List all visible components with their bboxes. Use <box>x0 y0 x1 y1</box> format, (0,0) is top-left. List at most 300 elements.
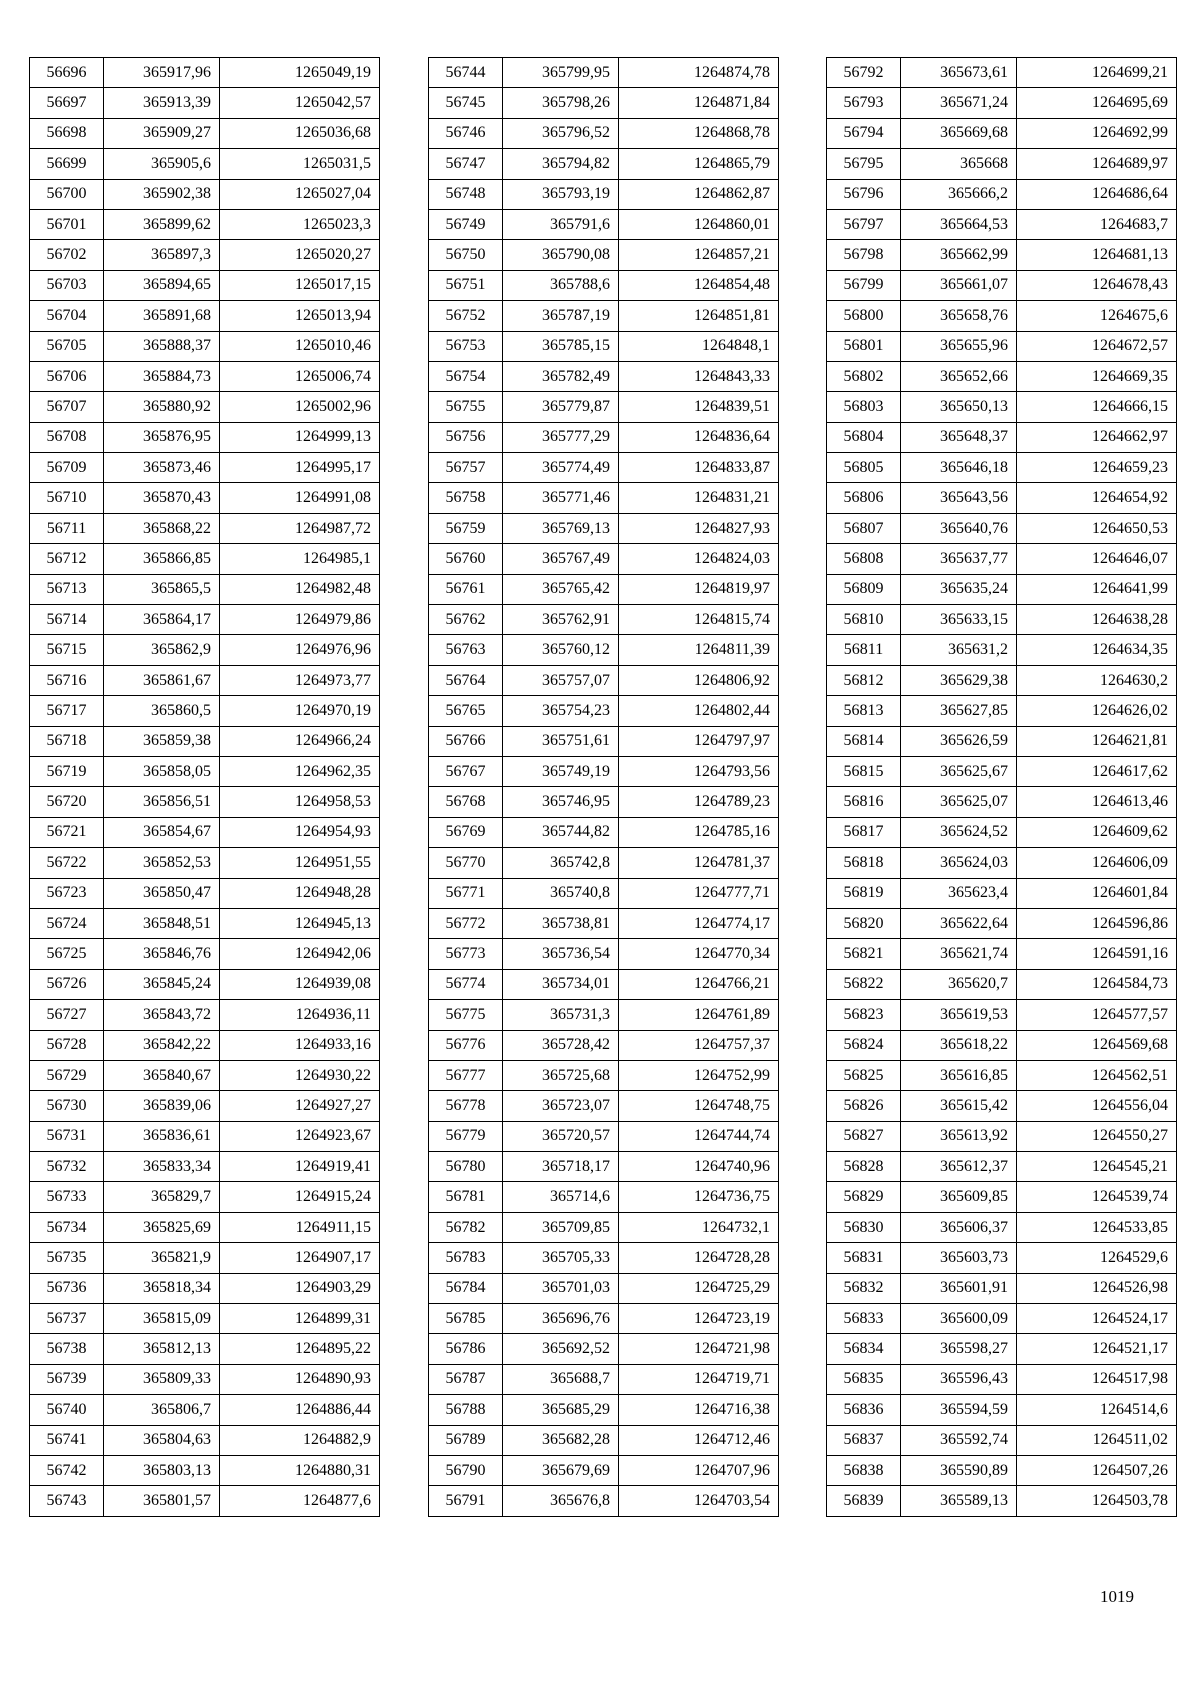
y-coordinate-cell: 1264833,87 <box>619 453 779 483</box>
y-coordinate-cell: 1264793,56 <box>619 756 779 786</box>
point-number-cell: 56757 <box>429 453 503 483</box>
x-coordinate-cell: 365794,82 <box>503 149 619 179</box>
x-coordinate-cell: 365839,06 <box>104 1091 220 1121</box>
y-coordinate-cell: 1264919,41 <box>220 1152 380 1182</box>
table-row <box>827 1060 1177 1090</box>
point-number-cell: 56737 <box>30 1304 104 1334</box>
y-coordinate-cell: 1264606,09 <box>1017 848 1177 878</box>
table-row <box>30 1364 380 1394</box>
y-coordinate-cell: 1264880,31 <box>220 1455 380 1485</box>
y-coordinate-cell: 1264634,35 <box>1017 635 1177 665</box>
y-coordinate-cell: 1264609,62 <box>1017 817 1177 847</box>
y-coordinate-cell: 1264785,16 <box>619 817 779 847</box>
x-coordinate-cell: 365788,6 <box>503 270 619 300</box>
table-row <box>30 1091 380 1121</box>
table-row <box>429 1000 779 1030</box>
x-coordinate-cell: 365862,9 <box>104 635 220 665</box>
table-row <box>827 1182 1177 1212</box>
table-row <box>827 1425 1177 1455</box>
table-row <box>827 301 1177 331</box>
x-coordinate-cell: 365899,62 <box>104 209 220 239</box>
x-coordinate-cell: 365616,85 <box>901 1060 1017 1090</box>
point-number-cell: 56792 <box>827 58 901 88</box>
table-row <box>30 453 380 483</box>
point-number-cell: 56726 <box>30 969 104 999</box>
point-number-cell: 56698 <box>30 118 104 148</box>
x-coordinate-cell: 365806,7 <box>104 1395 220 1425</box>
y-coordinate-cell: 1264511,02 <box>1017 1425 1177 1455</box>
table-row <box>429 483 779 513</box>
x-coordinate-cell: 365840,67 <box>104 1060 220 1090</box>
y-coordinate-cell: 1264669,35 <box>1017 361 1177 391</box>
y-coordinate-cell: 1265006,74 <box>220 361 380 391</box>
table-row <box>429 149 779 179</box>
table-row <box>827 422 1177 452</box>
y-coordinate-cell: 1264802,44 <box>619 696 779 726</box>
table-row <box>827 878 1177 908</box>
point-number-cell: 56808 <box>827 544 901 574</box>
y-coordinate-cell: 1264979,86 <box>220 605 380 635</box>
x-coordinate-cell: 365655,96 <box>901 331 1017 361</box>
table-row <box>429 1152 779 1182</box>
table-row <box>827 270 1177 300</box>
table-row <box>827 1152 1177 1182</box>
table-row <box>827 605 1177 635</box>
point-number-cell: 56774 <box>429 969 503 999</box>
x-coordinate-cell: 365613,92 <box>901 1121 1017 1151</box>
table-row <box>30 1152 380 1182</box>
x-coordinate-cell: 365791,6 <box>503 209 619 239</box>
y-coordinate-cell: 1264723,19 <box>619 1304 779 1334</box>
x-coordinate-cell: 365701,03 <box>503 1273 619 1303</box>
table-row <box>429 1243 779 1273</box>
point-number-cell: 56724 <box>30 908 104 938</box>
x-coordinate-cell: 365749,19 <box>503 756 619 786</box>
y-coordinate-cell: 1264672,57 <box>1017 331 1177 361</box>
table-row <box>429 726 779 756</box>
x-coordinate-cell: 365785,15 <box>503 331 619 361</box>
point-number-cell: 56817 <box>827 817 901 847</box>
y-coordinate-cell: 1264865,79 <box>619 149 779 179</box>
table-row <box>30 1304 380 1334</box>
table-row <box>30 1212 380 1242</box>
table-row <box>429 179 779 209</box>
x-coordinate-cell: 365751,61 <box>503 726 619 756</box>
x-coordinate-cell: 365858,05 <box>104 756 220 786</box>
point-number-cell: 56744 <box>429 58 503 88</box>
point-number-cell: 56818 <box>827 848 901 878</box>
y-coordinate-cell: 1264613,46 <box>1017 787 1177 817</box>
table-row <box>429 209 779 239</box>
y-coordinate-cell: 1264877,6 <box>220 1486 380 1516</box>
coordinate-table-middle <box>428 57 779 1517</box>
y-coordinate-cell: 1264662,97 <box>1017 422 1177 452</box>
y-coordinate-cell: 1264699,21 <box>1017 58 1177 88</box>
x-coordinate-cell: 365650,13 <box>901 392 1017 422</box>
table-row <box>429 848 779 878</box>
x-coordinate-cell: 365603,73 <box>901 1243 1017 1273</box>
y-coordinate-cell: 1264890,93 <box>220 1364 380 1394</box>
point-number-cell: 56703 <box>30 270 104 300</box>
x-coordinate-cell: 365624,03 <box>901 848 1017 878</box>
x-coordinate-cell: 365625,67 <box>901 756 1017 786</box>
y-coordinate-cell: 1264695,69 <box>1017 88 1177 118</box>
point-number-cell: 56710 <box>30 483 104 513</box>
y-coordinate-cell: 1264942,06 <box>220 939 380 969</box>
table-row <box>429 787 779 817</box>
y-coordinate-cell: 1264774,17 <box>619 908 779 938</box>
point-number-cell: 56835 <box>827 1364 901 1394</box>
x-coordinate-cell: 365836,61 <box>104 1121 220 1151</box>
y-coordinate-cell: 1264911,15 <box>220 1212 380 1242</box>
table-row <box>30 422 380 452</box>
point-number-cell: 56719 <box>30 756 104 786</box>
x-coordinate-cell: 365876,95 <box>104 422 220 452</box>
point-number-cell: 56709 <box>30 453 104 483</box>
x-coordinate-cell: 365662,99 <box>901 240 1017 270</box>
x-coordinate-cell: 365627,85 <box>901 696 1017 726</box>
point-number-cell: 56812 <box>827 665 901 695</box>
table-row <box>30 1273 380 1303</box>
x-coordinate-cell: 365744,82 <box>503 817 619 847</box>
point-number-cell: 56794 <box>827 118 901 148</box>
y-coordinate-cell: 1264806,92 <box>619 665 779 695</box>
x-coordinate-cell: 365648,37 <box>901 422 1017 452</box>
point-number-cell: 56823 <box>827 1000 901 1030</box>
point-number-cell: 56820 <box>827 908 901 938</box>
point-number-cell: 56805 <box>827 453 901 483</box>
table-row <box>827 756 1177 786</box>
x-coordinate-cell: 365801,57 <box>104 1486 220 1516</box>
point-number-cell: 56725 <box>30 939 104 969</box>
page-number: 1019 <box>1100 1587 1134 1606</box>
x-coordinate-cell: 365888,37 <box>104 331 220 361</box>
y-coordinate-cell: 1264732,1 <box>619 1212 779 1242</box>
x-coordinate-cell: 365720,57 <box>503 1121 619 1151</box>
x-coordinate-cell: 365864,17 <box>104 605 220 635</box>
x-coordinate-cell: 365676,8 <box>503 1486 619 1516</box>
x-coordinate-cell: 365774,49 <box>503 453 619 483</box>
table-row <box>30 696 380 726</box>
table-row <box>429 118 779 148</box>
x-coordinate-cell: 365596,43 <box>901 1364 1017 1394</box>
table-row <box>429 756 779 786</box>
table-row <box>429 1304 779 1334</box>
table-row <box>30 1030 380 1060</box>
y-coordinate-cell: 1264871,84 <box>619 88 779 118</box>
x-coordinate-cell: 365787,19 <box>503 301 619 331</box>
point-number-cell: 56779 <box>429 1121 503 1151</box>
table-row <box>30 513 380 543</box>
table-row <box>827 149 1177 179</box>
y-coordinate-cell: 1264777,71 <box>619 878 779 908</box>
y-coordinate-cell: 1264936,11 <box>220 1000 380 1030</box>
table-row <box>429 513 779 543</box>
point-number-cell: 56749 <box>429 209 503 239</box>
point-number-cell: 56715 <box>30 635 104 665</box>
y-coordinate-cell: 1264985,1 <box>220 544 380 574</box>
y-coordinate-cell: 1264886,44 <box>220 1395 380 1425</box>
table-row <box>827 1000 1177 1030</box>
point-number-cell: 56705 <box>30 331 104 361</box>
table-row <box>30 149 380 179</box>
y-coordinate-cell: 1264836,64 <box>619 422 779 452</box>
table-row <box>827 817 1177 847</box>
point-number-cell: 56786 <box>429 1334 503 1364</box>
table-row <box>429 270 779 300</box>
table-row <box>429 696 779 726</box>
x-coordinate-cell: 365779,87 <box>503 392 619 422</box>
x-coordinate-cell: 365734,01 <box>503 969 619 999</box>
table-row <box>429 1364 779 1394</box>
point-number-cell: 56768 <box>429 787 503 817</box>
table-row <box>30 1060 380 1090</box>
x-coordinate-cell: 365760,12 <box>503 635 619 665</box>
y-coordinate-cell: 1264966,24 <box>220 726 380 756</box>
y-coordinate-cell: 1264638,28 <box>1017 605 1177 635</box>
point-number-cell: 56833 <box>827 1304 901 1334</box>
x-coordinate-cell: 365798,26 <box>503 88 619 118</box>
y-coordinate-cell: 1264626,02 <box>1017 696 1177 726</box>
x-coordinate-cell: 365870,43 <box>104 483 220 513</box>
y-coordinate-cell: 1264958,53 <box>220 787 380 817</box>
x-coordinate-cell: 365902,38 <box>104 179 220 209</box>
point-number-cell: 56827 <box>827 1121 901 1151</box>
point-number-cell: 56771 <box>429 878 503 908</box>
table-row <box>429 574 779 604</box>
table-row <box>30 1121 380 1151</box>
x-coordinate-cell: 365777,29 <box>503 422 619 452</box>
y-coordinate-cell: 1264721,98 <box>619 1334 779 1364</box>
y-coordinate-cell: 1265017,15 <box>220 270 380 300</box>
table-row <box>30 209 380 239</box>
point-number-cell: 56802 <box>827 361 901 391</box>
table-row <box>429 392 779 422</box>
point-number-cell: 56780 <box>429 1152 503 1182</box>
point-number-cell: 56806 <box>827 483 901 513</box>
x-coordinate-cell: 365736,54 <box>503 939 619 969</box>
y-coordinate-cell: 1264923,67 <box>220 1121 380 1151</box>
table-row <box>30 787 380 817</box>
x-coordinate-cell: 365803,13 <box>104 1455 220 1485</box>
y-coordinate-cell: 1264945,13 <box>220 908 380 938</box>
y-coordinate-cell: 1264973,77 <box>220 665 380 695</box>
x-coordinate-cell: 365891,68 <box>104 301 220 331</box>
point-number-cell: 56807 <box>827 513 901 543</box>
point-number-cell: 56776 <box>429 1030 503 1060</box>
point-number-cell: 56721 <box>30 817 104 847</box>
x-coordinate-cell: 365767,49 <box>503 544 619 574</box>
table-row <box>827 726 1177 756</box>
table-row <box>30 483 380 513</box>
point-number-cell: 56750 <box>429 240 503 270</box>
point-number-cell: 56838 <box>827 1455 901 1485</box>
y-coordinate-cell: 1264999,13 <box>220 422 380 452</box>
y-coordinate-cell: 1264577,57 <box>1017 1000 1177 1030</box>
x-coordinate-cell: 365615,42 <box>901 1091 1017 1121</box>
x-coordinate-cell: 365738,81 <box>503 908 619 938</box>
y-coordinate-cell: 1264951,55 <box>220 848 380 878</box>
x-coordinate-cell: 365643,56 <box>901 483 1017 513</box>
table-row <box>429 453 779 483</box>
y-coordinate-cell: 1265049,19 <box>220 58 380 88</box>
point-number-cell: 56743 <box>30 1486 104 1516</box>
table-row <box>30 605 380 635</box>
table-row <box>827 574 1177 604</box>
table-row <box>429 1060 779 1090</box>
x-coordinate-cell: 365688,7 <box>503 1364 619 1394</box>
point-number-cell: 56813 <box>827 696 901 726</box>
y-coordinate-cell: 1264517,98 <box>1017 1364 1177 1394</box>
point-number-cell: 56798 <box>827 240 901 270</box>
y-coordinate-cell: 1264692,99 <box>1017 118 1177 148</box>
y-coordinate-cell: 1264927,27 <box>220 1091 380 1121</box>
table-row <box>429 1273 779 1303</box>
y-coordinate-cell: 1264601,84 <box>1017 878 1177 908</box>
table-row <box>827 1304 1177 1334</box>
x-coordinate-cell: 365685,29 <box>503 1395 619 1425</box>
y-coordinate-cell: 1264728,28 <box>619 1243 779 1273</box>
y-coordinate-cell: 1264503,78 <box>1017 1486 1177 1516</box>
y-coordinate-cell: 1264819,97 <box>619 574 779 604</box>
x-coordinate-cell: 365658,76 <box>901 301 1017 331</box>
y-coordinate-cell: 1264903,29 <box>220 1273 380 1303</box>
x-coordinate-cell: 365846,76 <box>104 939 220 969</box>
table-row <box>30 1182 380 1212</box>
point-number-cell: 56736 <box>30 1273 104 1303</box>
x-coordinate-cell: 365606,37 <box>901 1212 1017 1242</box>
point-number-cell: 56700 <box>30 179 104 209</box>
point-number-cell: 56731 <box>30 1121 104 1151</box>
x-coordinate-cell: 365589,13 <box>901 1486 1017 1516</box>
x-coordinate-cell: 365714,6 <box>503 1182 619 1212</box>
x-coordinate-cell: 365664,53 <box>901 209 1017 239</box>
y-coordinate-cell: 1264831,21 <box>619 483 779 513</box>
point-number-cell: 56831 <box>827 1243 901 1273</box>
table-row <box>429 1182 779 1212</box>
table-row <box>827 787 1177 817</box>
table-row <box>30 270 380 300</box>
point-number-cell: 56769 <box>429 817 503 847</box>
point-number-cell: 56809 <box>827 574 901 604</box>
point-number-cell: 56759 <box>429 513 503 543</box>
y-coordinate-cell: 1264703,54 <box>619 1486 779 1516</box>
y-coordinate-cell: 1264683,7 <box>1017 209 1177 239</box>
point-number-cell: 56734 <box>30 1212 104 1242</box>
point-number-cell: 56770 <box>429 848 503 878</box>
table-row <box>30 817 380 847</box>
x-coordinate-cell: 365682,28 <box>503 1425 619 1455</box>
table-row <box>827 58 1177 88</box>
table-row <box>30 58 380 88</box>
point-number-cell: 56804 <box>827 422 901 452</box>
x-coordinate-cell: 365917,96 <box>104 58 220 88</box>
table-row <box>429 1091 779 1121</box>
point-number-cell: 56762 <box>429 605 503 635</box>
y-coordinate-cell: 1264895,22 <box>220 1334 380 1364</box>
y-coordinate-cell: 1264860,01 <box>619 209 779 239</box>
point-number-cell: 56834 <box>827 1334 901 1364</box>
table-row <box>429 635 779 665</box>
y-coordinate-cell: 1264719,71 <box>619 1364 779 1394</box>
y-coordinate-cell: 1264596,86 <box>1017 908 1177 938</box>
y-coordinate-cell: 1264976,96 <box>220 635 380 665</box>
point-number-cell: 56767 <box>429 756 503 786</box>
y-coordinate-cell: 1264874,78 <box>619 58 779 88</box>
point-number-cell: 56717 <box>30 696 104 726</box>
x-coordinate-cell: 365897,3 <box>104 240 220 270</box>
table-row <box>30 1000 380 1030</box>
y-coordinate-cell: 1264824,03 <box>619 544 779 574</box>
y-coordinate-cell: 1264982,48 <box>220 574 380 604</box>
x-coordinate-cell: 365629,38 <box>901 665 1017 695</box>
x-coordinate-cell: 365818,34 <box>104 1273 220 1303</box>
y-coordinate-cell: 1264781,37 <box>619 848 779 878</box>
x-coordinate-cell: 365635,24 <box>901 574 1017 604</box>
x-coordinate-cell: 365771,46 <box>503 483 619 513</box>
point-number-cell: 56727 <box>30 1000 104 1030</box>
table-row <box>429 1395 779 1425</box>
x-coordinate-cell: 365673,61 <box>901 58 1017 88</box>
table-row <box>30 574 380 604</box>
table-row <box>30 848 380 878</box>
x-coordinate-cell: 365821,9 <box>104 1243 220 1273</box>
point-number-cell: 56697 <box>30 88 104 118</box>
y-coordinate-cell: 1264933,16 <box>220 1030 380 1060</box>
table-row <box>827 331 1177 361</box>
x-coordinate-cell: 365812,13 <box>104 1334 220 1364</box>
x-coordinate-cell: 365765,42 <box>503 574 619 604</box>
x-coordinate-cell: 365833,34 <box>104 1152 220 1182</box>
x-coordinate-cell: 365592,74 <box>901 1425 1017 1455</box>
table-row <box>827 908 1177 938</box>
x-coordinate-cell: 365757,07 <box>503 665 619 695</box>
point-number-cell: 56785 <box>429 1304 503 1334</box>
table-row <box>827 1364 1177 1394</box>
point-number-cell: 56789 <box>429 1425 503 1455</box>
y-coordinate-cell: 1264716,38 <box>619 1395 779 1425</box>
table-row <box>429 1121 779 1151</box>
x-coordinate-cell: 365709,85 <box>503 1212 619 1242</box>
y-coordinate-cell: 1264641,99 <box>1017 574 1177 604</box>
point-number-cell: 56837 <box>827 1425 901 1455</box>
y-coordinate-cell: 1264948,28 <box>220 878 380 908</box>
x-coordinate-cell: 365590,89 <box>901 1455 1017 1485</box>
point-number-cell: 56815 <box>827 756 901 786</box>
x-coordinate-cell: 365815,09 <box>104 1304 220 1334</box>
x-coordinate-cell: 365637,77 <box>901 544 1017 574</box>
x-coordinate-cell: 365725,68 <box>503 1060 619 1090</box>
x-coordinate-cell: 365848,51 <box>104 908 220 938</box>
point-number-cell: 56784 <box>429 1273 503 1303</box>
y-coordinate-cell: 1264569,68 <box>1017 1030 1177 1060</box>
table-row <box>827 1243 1177 1273</box>
point-number-cell: 56722 <box>30 848 104 878</box>
x-coordinate-cell: 365866,85 <box>104 544 220 574</box>
table-row <box>30 665 380 695</box>
x-coordinate-cell: 365633,15 <box>901 605 1017 635</box>
x-coordinate-cell: 365854,67 <box>104 817 220 847</box>
y-coordinate-cell: 1264666,15 <box>1017 392 1177 422</box>
table-row <box>429 817 779 847</box>
y-coordinate-cell: 1264899,31 <box>220 1304 380 1334</box>
point-number-cell: 56747 <box>429 149 503 179</box>
table-row <box>30 878 380 908</box>
table-row <box>429 88 779 118</box>
y-coordinate-cell: 1264970,19 <box>220 696 380 726</box>
point-number-cell: 56796 <box>827 179 901 209</box>
table-row <box>827 1455 1177 1485</box>
